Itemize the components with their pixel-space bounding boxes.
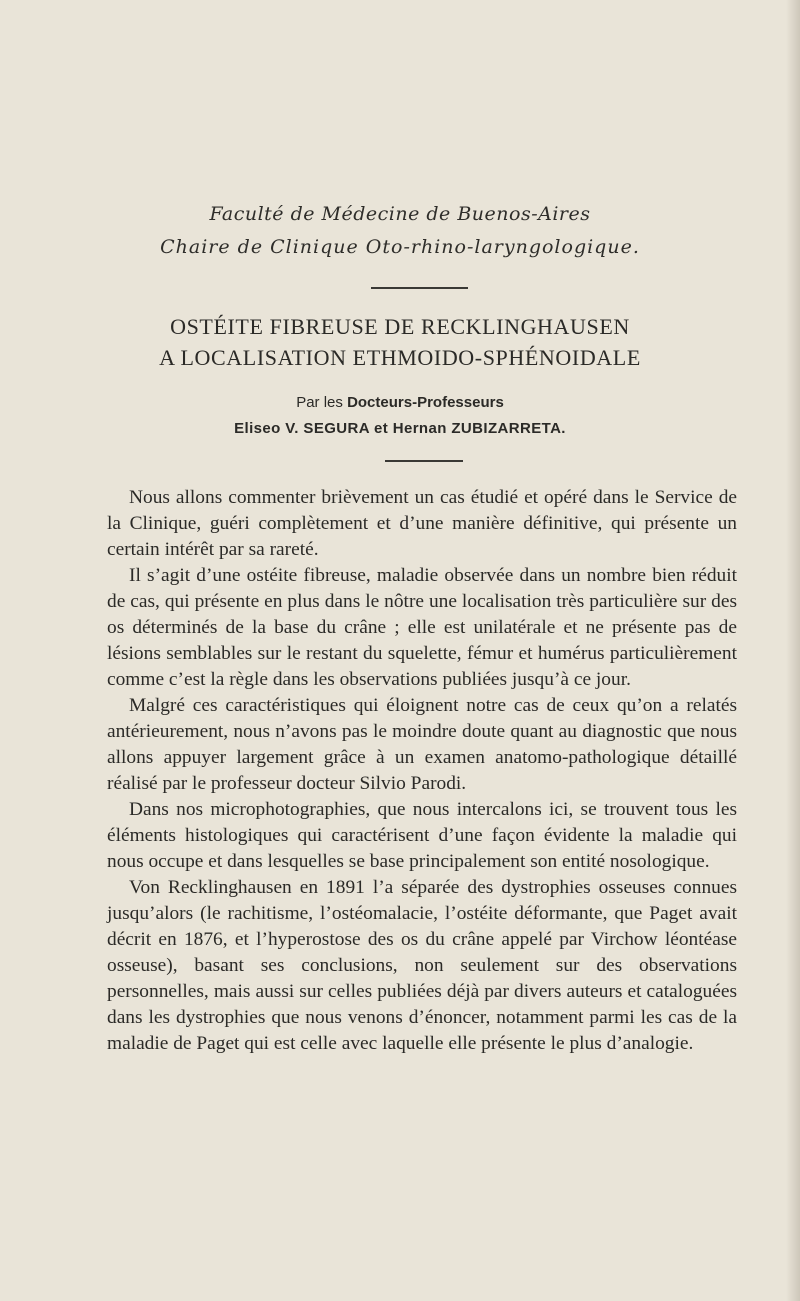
paragraph: Nous allons commenter brièvement un cas étudié et opéré dans le Service de la Clinique, guéri complètement et d’une manière définitive, qui présente un certain intérêt par sa rareté. bbox=[107, 487, 737, 560]
paragraph: Von Recklinghausen en 1891 l’a séparée des dystrophies osseuses connues jusqu’alors (le rachitisme, l’ostéomalacie, l’ostéite déformante, que Paget avait décrit en 1876, et l’hyperostose des os du crâne appelé par Virchow léontéase osseuse), basant ses conclusions, non seulement sur des observations personnelles, mais aussi sur celles publiées déjà par divers auteurs et cataloguées dans les dystrophies que nous venons d’énoncer, notamment parmi les cas de la maladie de Paget qui est celle avec laquelle elle présente le plus d’analogie. bbox=[107, 877, 737, 1054]
article-body bbox=[107, 485, 737, 1057]
chair-name: Chaire de Clinique Oto-rhino-laryngologique. bbox=[160, 236, 640, 258]
byline-role bbox=[0, 394, 800, 411]
paragraph: Malgré ces caractéristiques qui éloignent notre cas de ceux qu’on a relatés antérieurement, nous n’avons pas le moindre doute quant au diagnostic que nous allons appuyer largement grâce à un examen anatomo-pathologique détaillé réalisé par le professeur docteur Silvio Parodi. bbox=[107, 695, 737, 794]
byline-role-label: Docteurs-Professeurs bbox=[347, 394, 504, 411]
bottom-divider bbox=[385, 460, 463, 462]
paragraph: Il s’agit d’une ostéite fibreuse, maladie observée dans un nombre bien réduit de cas, qui présente en plus dans le nôtre une localisation très particulière sur des os déterminés de la base du crâne ; elle est unilatérale et ne présente pas de lésions semblables sur le restant du squelette, fémur et humérus particulièrement comme c’est la règle dans les observations publiées jusqu’à ce jour. bbox=[107, 565, 737, 690]
top-divider bbox=[371, 287, 468, 289]
byline-authors: Eliseo V. SEGURA et Hernan ZUBIZARRETA. bbox=[234, 420, 566, 437]
paragraph: Dans nos microphotographies, que nous intercalons ici, se trouvent tous les éléments histologiques qui caractérisent d’une façon évidente la maladie qui nous occupe et dans lesquelles se base principalement son entité nosologique. bbox=[107, 799, 737, 872]
article-title-line-1: OSTÉITE FIBREUSE DE RECKLINGHAUSEN bbox=[170, 314, 630, 339]
byline-prefix: Par les bbox=[296, 394, 343, 411]
article-title-line-2: A LOCALISATION ETHMOIDO-SPHÉNOIDALE bbox=[159, 345, 641, 370]
faculty-name: Faculté de Médecine de Buenos-Aires bbox=[209, 203, 591, 225]
